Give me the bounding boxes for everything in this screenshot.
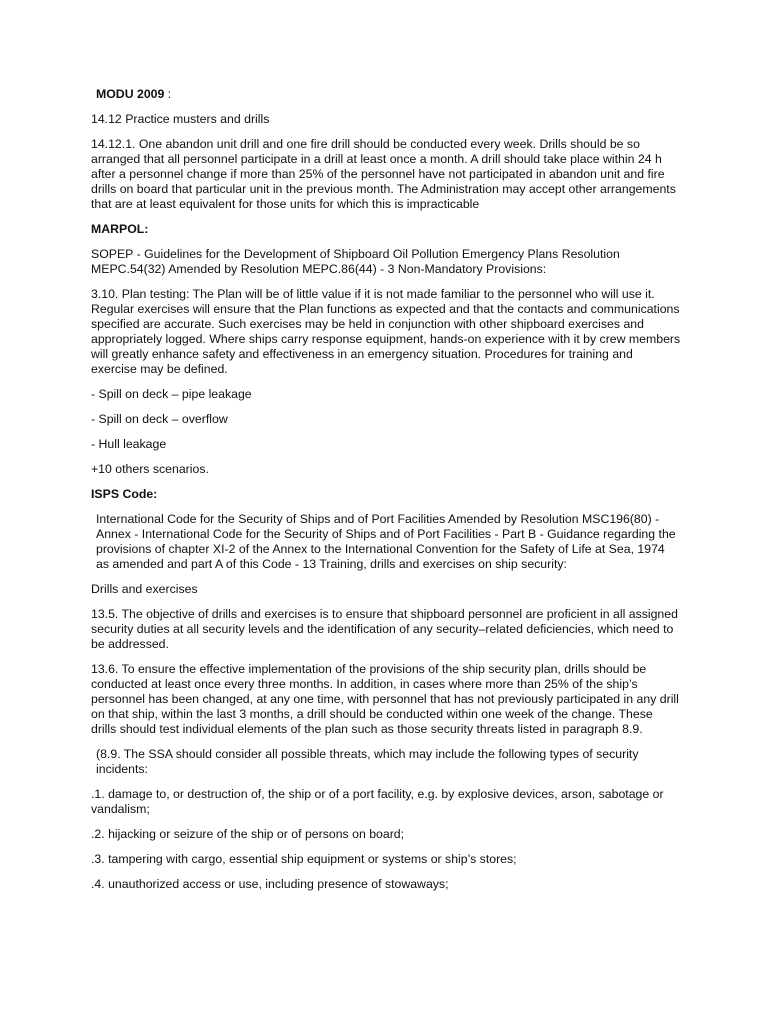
marpol-intro: SOPEP - Guidelines for the Development of Shipboard Oil Pollution Emergency Plans Resolution MEPC.54(32) Amended by Resolution MEPC.86(44) - 3 Non-Mandatory Provisions: bbox=[91, 247, 620, 276]
modu-subtitle: 14.12 Practice musters and drills bbox=[91, 112, 270, 126]
isps-paragraph: (8.9. The SSA should consider all possible threats, which may include the following types of security incidents: bbox=[96, 747, 639, 776]
isps-threat-item: .3. tampering with cargo, essential ship equipment or systems or ship’s stores; bbox=[91, 852, 517, 866]
isps-threat-item: .2. hijacking or seizure of the ship or of persons on board; bbox=[91, 827, 405, 841]
document-page bbox=[91, 87, 681, 902]
isps-intro: International Code for the Security of Ships and of Port Facilities Amended by Resolution MSC196(80) - Annex - International Code for the Security of Ships and of Port Facilities - Part B - Guidance regarding the provisions of chapter XI-2 of the Annex to the International Convention for the Safety of Life at Sea, 1974 as amended and part A of this Code - 13 Training, drills and exercises on ship security: bbox=[96, 512, 676, 571]
marpol-scenario-item: - Spill on deck – overflow bbox=[91, 412, 228, 426]
modu-body: 14.12.1. One abandon unit drill and one fire drill should be conducted every week. Drills should be so arranged that all personnel participate in a drill at least once a month. A drill should take place within 24 h after a personnel change if more than 25% of the personnel have not participated in abandon unit and fire drills on board that particular unit in the previous month. The Administration may accept other arrangements that are at least equivalent for those units for which this is impracticable bbox=[91, 137, 676, 211]
modu-title: MODU 2009 bbox=[96, 87, 165, 101]
isps-heading: ISPS Code: bbox=[91, 487, 158, 501]
marpol-heading: MARPOL: bbox=[91, 222, 149, 236]
marpol-scenario-item: - Hull leakage bbox=[91, 437, 167, 451]
modu-heading bbox=[91, 87, 681, 102]
marpol-body: 3.10. Plan testing: The Plan will be of little value if it is not made familiar to the personnel who will use it. Regular exercises will ensure that the Plan functions as expected and that the contacts and communications specified are accurate. Such exercises may be held in conjunction with other shipboard exercises and appropriately logged. Where ships carry response equipment, hands-on experience with it by crew members will greatly enhance safety and effectiveness in an emergency situation. Procedures for training and exercise may be defined. bbox=[91, 287, 681, 376]
marpol-scenario-item: - Spill on deck – pipe leakage bbox=[91, 387, 252, 401]
isps-paragraph: 13.5. The objective of drills and exercises is to ensure that shipboard personnel are proficient in all assigned security duties at all security levels and the identification of any security–related deficiencies, which need to be addressed. bbox=[91, 607, 678, 651]
isps-subheading: Drills and exercises bbox=[91, 582, 198, 596]
isps-paragraph: 13.6. To ensure the effective implementation of the provisions of the ship security plan, drills should be conducted at least once every three months. In addition, in cases where more than 25% of the ship’s personnel has been changed, at any one time, with personnel that has not previously participated in any drill on that ship, within the last 3 months, a drill should be conducted within one week of the change. These drills should test individual elements of the plan such as those security threats listed in paragraph 8.9. bbox=[91, 662, 679, 736]
modu-title-suffix: : bbox=[164, 87, 172, 101]
isps-threat-item: .4. unauthorized access or use, including presence of stowaways; bbox=[91, 877, 449, 891]
marpol-scenario-item: +10 others scenarios. bbox=[91, 462, 209, 476]
isps-threat-item: .1. damage to, or destruction of, the ship or of a port facility, e.g. by explosive devices, arson, sabotage or vandalism; bbox=[91, 787, 664, 816]
